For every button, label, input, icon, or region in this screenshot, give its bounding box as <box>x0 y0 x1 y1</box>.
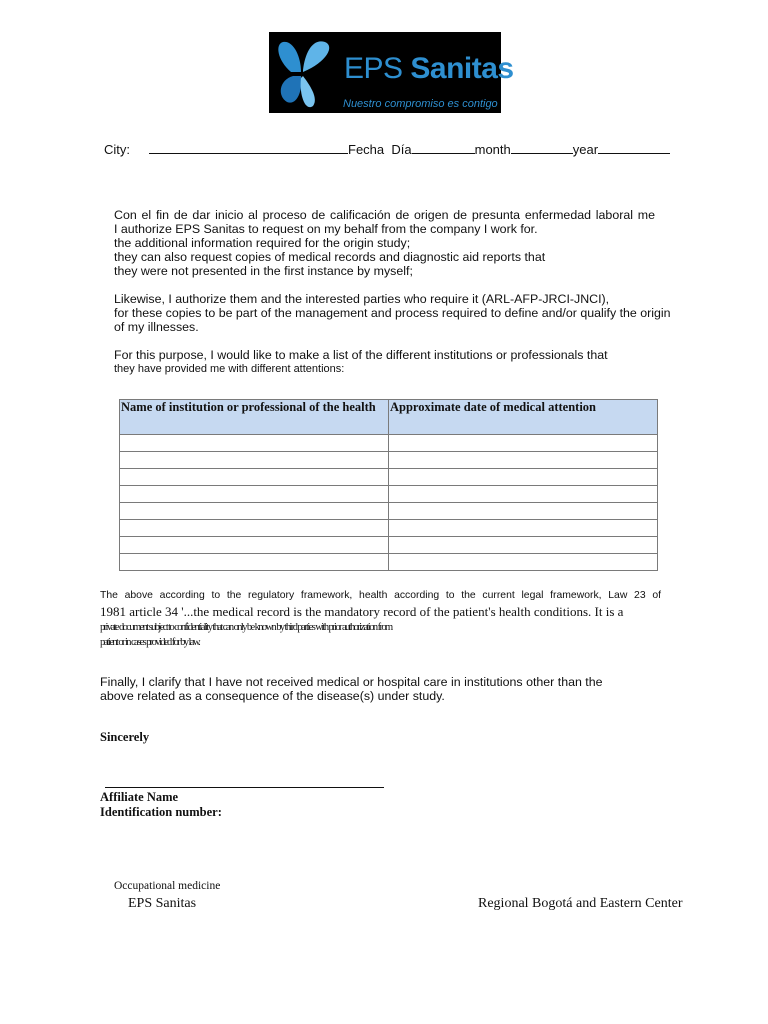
city-date-line <box>104 141 670 157</box>
month-field[interactable] <box>511 141 573 154</box>
institution-cell[interactable] <box>120 554 389 571</box>
legal-line: patient or in cases provided for by law. <box>100 637 200 648</box>
paragraph-line: for these copies to be part of the management and process required to define and/or qualify the origin <box>114 306 671 320</box>
city-field[interactable] <box>149 141 348 154</box>
date-cell[interactable] <box>389 452 658 469</box>
table-header-row <box>120 400 658 435</box>
day-field[interactable] <box>412 141 475 154</box>
institution-cell[interactable] <box>120 452 389 469</box>
paragraph-line: Con el fin de dar inicio al proceso de calificación de origen de presunta enfermedad laboral me <box>114 208 655 222</box>
institution-cell[interactable] <box>120 435 389 452</box>
institution-cell[interactable] <box>120 537 389 554</box>
legal-line: 1981 article 34 '...the medical record is the mandatory record of the patient's health conditions. It is a <box>100 604 624 619</box>
city-label: City: <box>104 142 130 157</box>
table-row <box>120 537 658 554</box>
paragraph-line: of my illnesses. <box>114 320 199 334</box>
table-row <box>120 520 658 537</box>
table-row <box>120 435 658 452</box>
month-label: month <box>474 142 511 157</box>
fecha-label: Fecha <box>348 142 385 157</box>
institution-cell[interactable] <box>120 520 389 537</box>
institution-cell[interactable] <box>120 503 389 520</box>
purpose-paragraph <box>114 348 655 376</box>
paragraph-line: Finally, I clarify that I have not received medical or hospital care in institutions other than the <box>100 675 603 689</box>
paragraph-line: they can also request copies of medical records and diagnostic aid reports that <box>114 250 546 264</box>
logo-tagline: Nuestro compromiso es contigo <box>343 98 498 110</box>
header-date: Approximate date of medical attention <box>389 400 658 435</box>
legal-line: The above according to the regulatory framework, health according to the current legal framework, Law 23 of <box>100 590 661 601</box>
paragraph-line: For this purpose, I would like to make a list of the different institutions or professionals that <box>114 348 608 362</box>
date-cell[interactable] <box>389 503 658 520</box>
table-row <box>120 452 658 469</box>
date-cell[interactable] <box>389 554 658 571</box>
year-label: year <box>572 142 599 157</box>
butterfly-icon <box>269 32 349 113</box>
sincerely-label: Sincerely <box>100 730 150 744</box>
affiliate-name-label: Affiliate Name <box>100 790 179 804</box>
paragraph-line: the additional information required for the origin study; <box>114 236 411 250</box>
paragraph-line: I authorize EPS Sanitas to request on my behalf from the company I work for. <box>114 222 538 236</box>
date-cell[interactable] <box>389 537 658 554</box>
likewise-paragraph <box>114 292 671 334</box>
institution-cell[interactable] <box>120 486 389 503</box>
date-cell[interactable] <box>389 469 658 486</box>
institution-cell[interactable] <box>120 469 389 486</box>
table-row <box>120 503 658 520</box>
regional-label: Regional Bogotá and Eastern Center <box>478 896 683 911</box>
dia-label: Día <box>391 142 412 157</box>
authorization-paragraph <box>114 208 655 278</box>
occupational-medicine-label: Occupational medicine <box>114 880 221 892</box>
legal-framework-text <box>100 590 661 601</box>
paragraph-line: above related as a consequence of the disease(s) under study. <box>100 689 445 703</box>
paragraph-line: they have provided me with different attentions: <box>114 363 345 375</box>
year-field[interactable] <box>598 141 670 154</box>
eps-sanitas-label: EPS Sanitas <box>128 896 197 911</box>
eps-sanitas-logo <box>269 32 514 113</box>
medical-attention-table <box>119 399 658 571</box>
legal-line: private document subject to confidentiality that can only be known by third parties with prior authorization from <box>100 622 392 633</box>
identification-number-label: Identification number: <box>100 805 222 819</box>
logo-wordmark: EPS Sanitas <box>344 52 514 85</box>
table-row <box>120 469 658 486</box>
signature-line[interactable] <box>105 787 384 788</box>
table-row <box>120 554 658 571</box>
clarification-paragraph <box>100 675 603 703</box>
date-cell[interactable] <box>389 520 658 537</box>
table-row <box>120 486 658 503</box>
paragraph-line: Likewise, I authorize them and the interested parties who require it (ARL-AFP-JRCI-JNCI), <box>114 292 610 306</box>
date-cell[interactable] <box>389 486 658 503</box>
paragraph-line: they were not presented in the first instance by myself; <box>114 264 413 278</box>
date-cell[interactable] <box>389 435 658 452</box>
header-institution: Name of institution or professional of the health <box>120 400 389 435</box>
